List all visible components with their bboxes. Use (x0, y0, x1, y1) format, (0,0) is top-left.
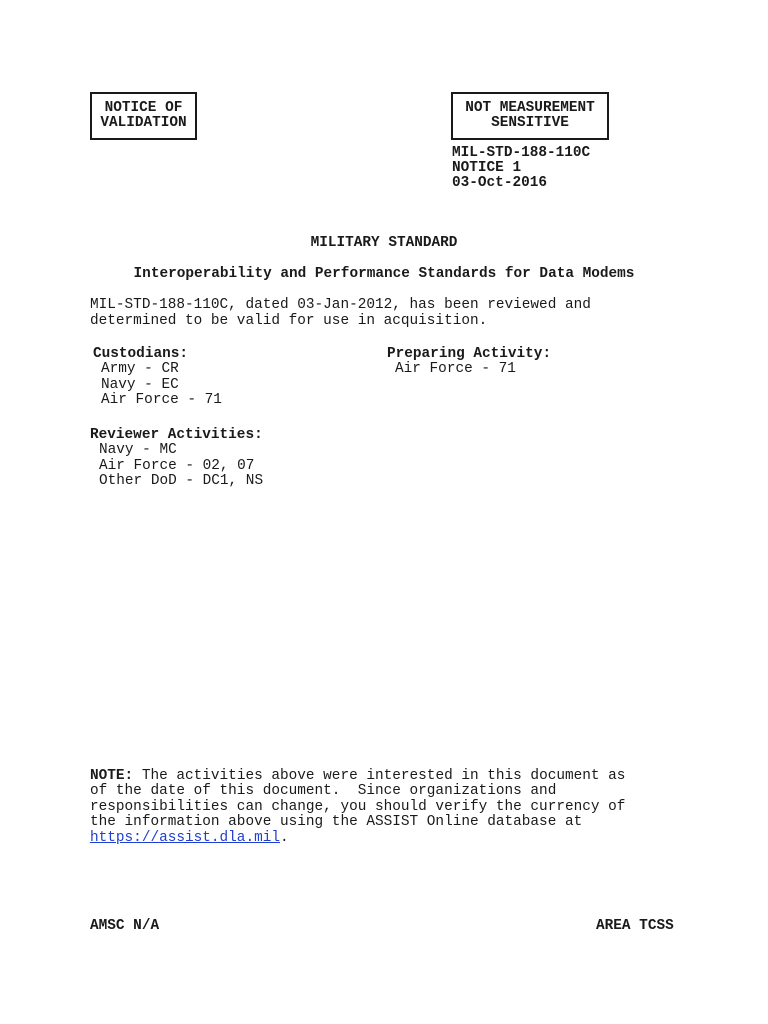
notice-date: 03-Oct-2016 (452, 175, 547, 191)
assist-database-link[interactable]: https://assist.dla.mil (90, 830, 280, 846)
custodian-item: Air Force - 71 (101, 392, 222, 408)
custodian-item: Army - CR (101, 361, 179, 377)
preparing-activity-heading: Preparing Activity: (387, 346, 552, 362)
standard-title: MILITARY STANDARD (310, 235, 458, 251)
custodian-item: Navy - EC (101, 377, 179, 393)
sensitivity-box-line-1: NOT MEASUREMENT (465, 99, 595, 116)
preparing-activity-item: Air Force - 71 (395, 361, 516, 377)
note-line-3: responsibilities can change, you should verify the currency of (90, 799, 626, 815)
standard-subject: Interoperability and Performance Standards for Data Modems (133, 266, 635, 282)
note-label: NOTE: (90, 768, 134, 784)
custodians-heading: Custodians: (93, 346, 188, 362)
reviewer-item: Navy - MC (99, 442, 177, 458)
note-line-4: the information above using the ASSIST Online database at (90, 814, 583, 830)
reviewer-item: Air Force - 02, 07 (99, 458, 255, 474)
reviewer-activities-heading: Reviewer Activities: (90, 427, 263, 443)
sensitivity-box-line-2: SENSITIVE (491, 115, 569, 131)
document-id: MIL-STD-188-110C (452, 145, 591, 161)
note-period: . (280, 830, 289, 846)
validation-box-line-2: VALIDATION (100, 115, 187, 131)
note-line-2: of the date of this document. Since organizations and (90, 783, 557, 799)
note-line-5 (90, 831, 289, 847)
notice-of-validation-box (90, 92, 197, 140)
notice-number: NOTICE 1 (452, 160, 522, 176)
validation-text-line-2: determined to be valid for use in acquisition. (90, 313, 488, 329)
area-label: AREA TCSS (596, 918, 674, 934)
reviewer-item: Other DoD - DC1, NS (99, 473, 264, 489)
validation-text-line-1: MIL-STD-188-110C, dated 03-Jan-2012, has been reviewed and (90, 297, 591, 313)
note-text-1: The activities above were interested in this document as (133, 768, 626, 784)
amsc-label: AMSC N/A (90, 918, 160, 934)
validation-box-line-1: NOTICE OF (104, 99, 183, 116)
not-measurement-sensitive-box (451, 92, 609, 140)
